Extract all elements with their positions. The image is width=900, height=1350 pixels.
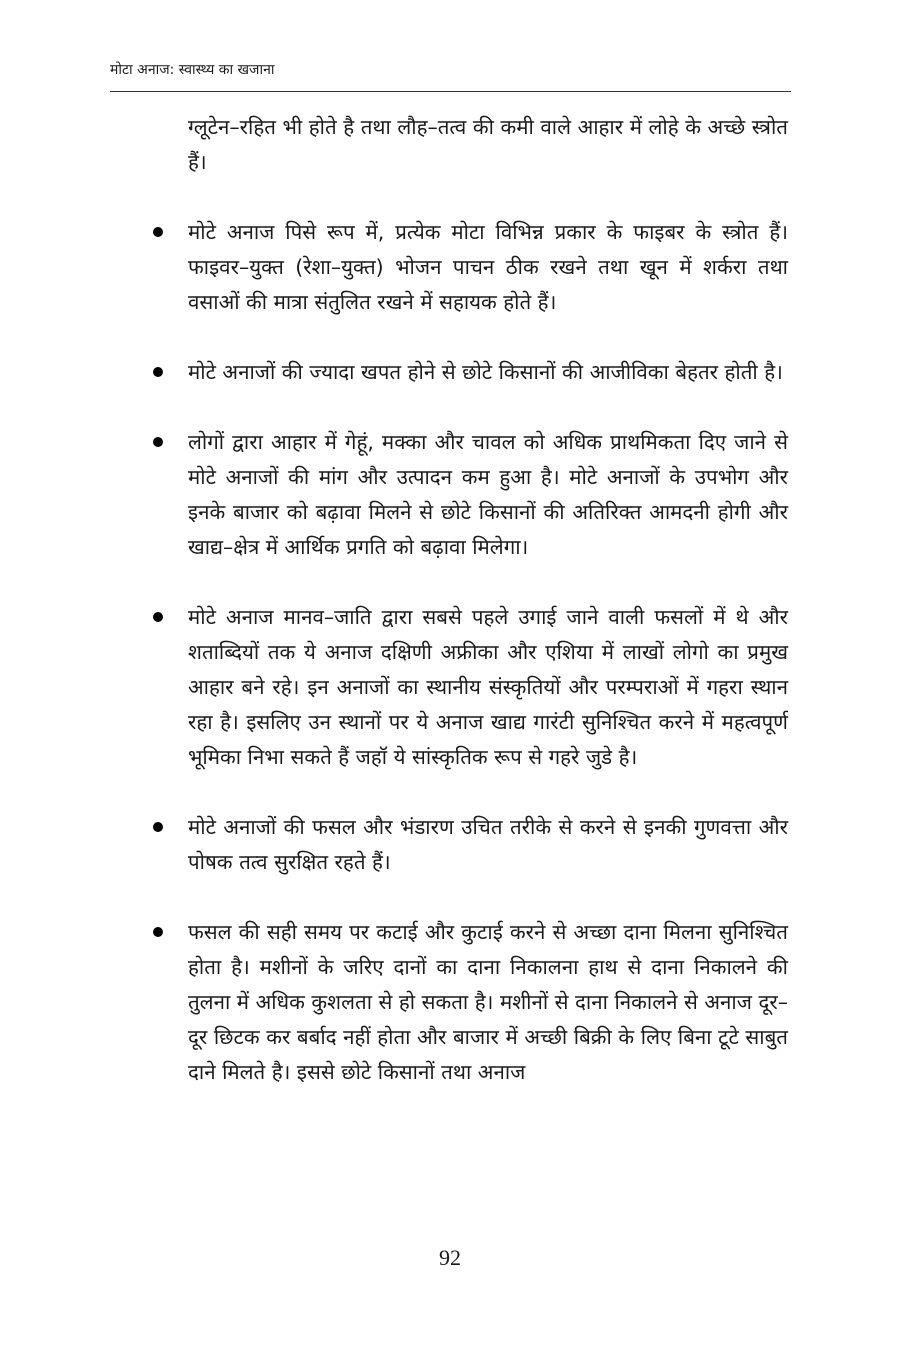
bullet-dot-icon [153, 227, 163, 237]
bullet-list [188, 215, 788, 1090]
bullet-text: फसल की सही समय पर कटाई और कुटाई करने से अच्छा दाना मिलना सुनिश्चित होता है। मशीनों के जरिए दानों का दाना निकालना हाथ से दाना निकालने की तुलना में अधिक कुशलता से हो सकता है। मशीनों से दाना निकालने से अनाज दूर–दूर छिटक कर बर्बाद नहीं होता और बाजार में अच्छी बिक्री के लिए बिना टूटे साबुत दाने मिलते है। इससे छोटे किसानों तथा अनाज [188, 920, 788, 1084]
bullet-item [188, 215, 788, 320]
bullet-text: मोटे अनाजों की फसल और भंडारण उचित तरीके से करने से इनकी गुणवत्ता और पोषक तत्व सुरक्षित रहते हैं। [188, 815, 788, 874]
bullet-item [188, 425, 788, 565]
bullet-item [188, 600, 788, 775]
bullet-dot-icon [153, 612, 163, 622]
header-rule [110, 91, 791, 92]
bullet-text: मोटे अनाज मानव–जाति द्वारा सबसे पहले उगाई जाने वाली फसलों में थे और शताब्दियों तक ये अनाज दक्षिणी अफ्रीका और एशिया में लाखों लोगो का प्रमुख आहार बने रहे। इन अनाजों का स्थानीय संस्कृतियों और परम्पराओं में गहरा स्थान रहा है। इसलिए उन स्थानों पर ये अनाज खाद्य गारंटी सुनिश्चित करने में महत्वपूर्ण भूमिका निभा सकते हैं जहॉ ये सांस्कृतिक रूप से गहरे जुडे है। [188, 605, 788, 769]
bullet-text: लोगों द्वारा आहार में गेहूं, मक्का और चावल को अधिक प्राथमिकता दिए जाने से मोटे अनाजों की मांग और उत्पादन कम हुआ है। मोटे अनाजों के उपभोग और इनके बाजार को बढ़ावा मिलने से छोटे किसानों की अतिरिक्त आमदनी होगी और खाद्य–क्षेत्र में आर्थिक प्रगति को बढ़ावा मिलेगा। [188, 430, 788, 559]
bullet-dot-icon [153, 367, 163, 377]
page-content [188, 110, 788, 1090]
bullet-item [188, 810, 788, 880]
page-number: 92 [439, 1245, 461, 1270]
bullet-item [188, 915, 788, 1090]
bullet-dot-icon [153, 927, 163, 937]
bullet-dot-icon [153, 437, 163, 447]
intro-continuation: ग्लूटेन–रहित भी होते है तथा लौह–तत्व की कमी वाले आहार में लोहे के अच्छे स्त्रोत हैं। [188, 115, 788, 174]
bullet-item [188, 355, 788, 390]
bullet-text: मोटे अनाज पिसे रूप में, प्रत्येक मोटा विभिन्न प्रकार के फाइबर के स्त्रोत हैं। फाइवर–युक्त (रेशा–युक्त) भोजन पाचन ठीक रखने तथा खून में शर्करा तथा वसाओं की मात्रा संतुलित रखने में सहायक होते हैं। [188, 220, 788, 314]
bullet-text: मोटे अनाजों की ज्यादा खपत होने से छोटे किसानों की आजीविका बेहतर होती है। [188, 360, 783, 384]
running-header: मोटा अनाज: स्वास्थ्य का खजाना [110, 62, 275, 78]
bullet-dot-icon [153, 822, 163, 832]
